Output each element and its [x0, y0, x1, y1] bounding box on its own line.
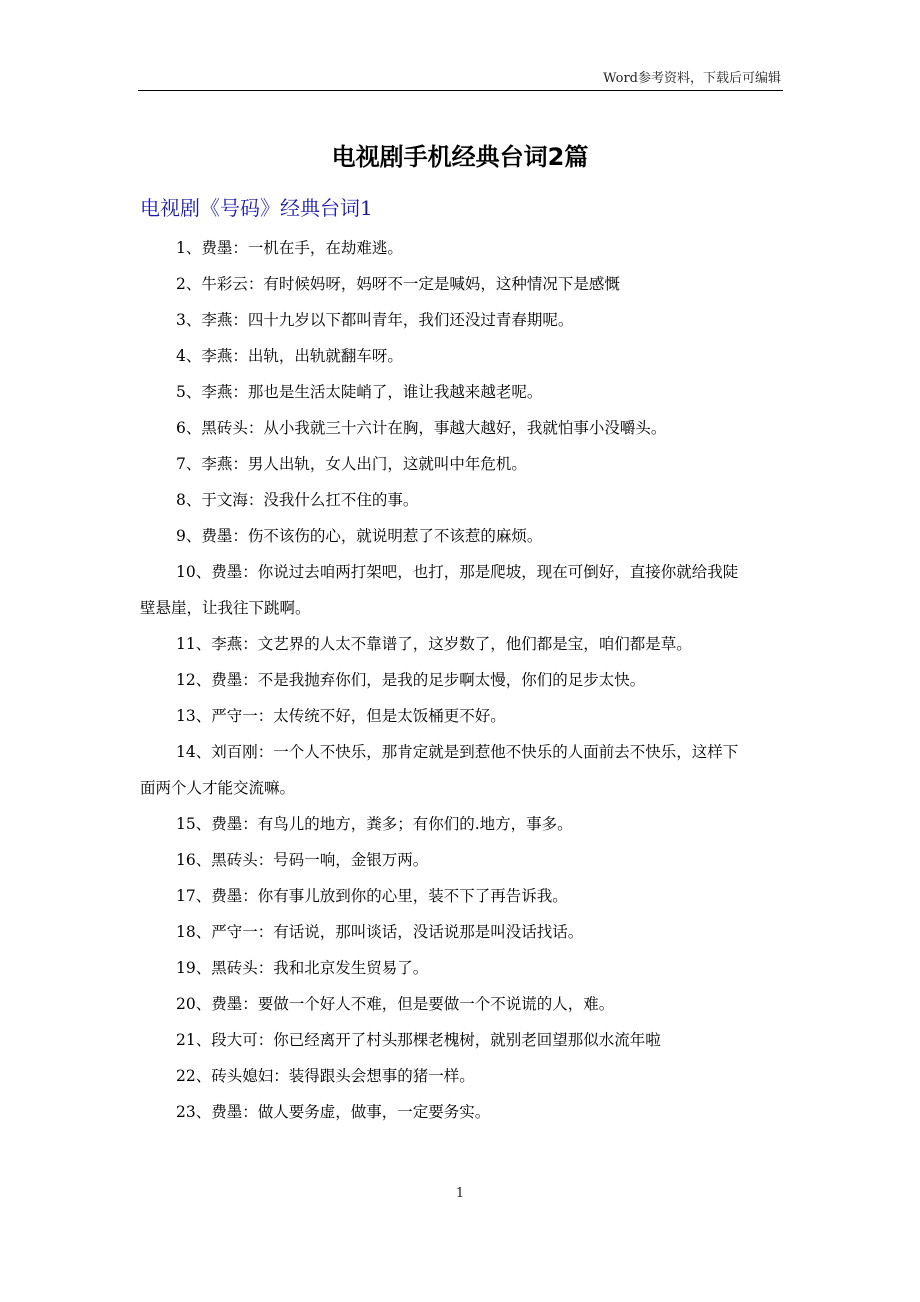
section-heading: 电视剧《号码》经典台词1	[140, 196, 373, 220]
quote-item: 18、严守一：有话说，那叫谈话，没话说那是叫没话找话。	[176, 923, 584, 941]
quote-item: 7、李燕：男人出轨，女人出门，这就叫中年危机。	[176, 455, 527, 473]
quote-item: 23、费墨：做人要务虚，做事，一定要务实。	[176, 1103, 491, 1121]
quote-item: 4、李燕：出轨，出轨就翻车呀。	[176, 347, 403, 365]
quote-item: 11、李燕：文艺界的人太不靠谱了，这岁数了，他们都是宝，咱们都是草。	[176, 635, 692, 653]
quote-item: 21、段大可：你已经离开了村头那棵老槐树，就别老回望那似水流年啦	[176, 1031, 661, 1049]
quote-item: 16、黑砖头：号码一响，金银万两。	[176, 851, 429, 869]
quote-item: 8、于文海：没我什么扛不住的事。	[176, 491, 419, 509]
quote-item: 6、黑砖头：从小我就三十六计在胸，事越大越好，我就怕事小没嚼头。	[176, 419, 667, 437]
quote-item: 17、费墨：你有事儿放到你的心里，装不下了再告诉我。	[176, 887, 568, 905]
quote-item: 1、费墨：一机在手，在劫难逃。	[176, 239, 403, 257]
quote-list	[140, 230, 752, 1130]
quote-item: 14、刘百刚：一个人不快乐，那肯定就是到惹他不快乐的人面前去不快乐，这样下面两个人才能交流嘛。	[140, 743, 739, 797]
quote-item: 5、李燕：那也是生活太陡峭了，谁让我越来越老呢。	[176, 383, 543, 401]
document-title: 电视剧手机经典台词2篇	[331, 143, 589, 171]
quote-item: 15、费墨：有鸟儿的地方，粪多；有你们的.地方，事多。	[176, 815, 573, 833]
page-header	[138, 64, 783, 91]
quote-item: 9、费墨：伤不该伤的心，就说明惹了不该惹的麻烦。	[176, 527, 543, 545]
quote-item: 2、牛彩云：有时候妈呀，妈呀不一定是喊妈，这种情况下是感慨	[176, 275, 620, 293]
quote-item: 13、严守一：太传统不好，但是太饭桶更不好。	[176, 707, 506, 725]
page-number: 1	[455, 1186, 465, 1201]
quote-item: 10、费墨：你说过去咱两打架吧，也打，那是爬坡，现在可倒好，直接你就给我陡壁悬崖，让我往下跳啊。	[140, 563, 739, 617]
quote-item: 3、李燕：四十九岁以下都叫青年，我们还没过青春期呢。	[176, 311, 574, 329]
quote-item: 19、黑砖头：我和北京发生贸易了。	[176, 959, 429, 977]
quote-item: 12、费墨：不是我抛弃你们，是我的足步啊太慢，你们的足步太快。	[176, 671, 646, 689]
quote-item: 20、费墨：要做一个好人不难，但是要做一个不说谎的人，难。	[176, 995, 615, 1013]
quote-item: 22、砖头媳妇：装得跟头会想事的猪一样。	[176, 1067, 475, 1085]
header-note: Word参考资料，下载后可编辑	[603, 71, 781, 86]
